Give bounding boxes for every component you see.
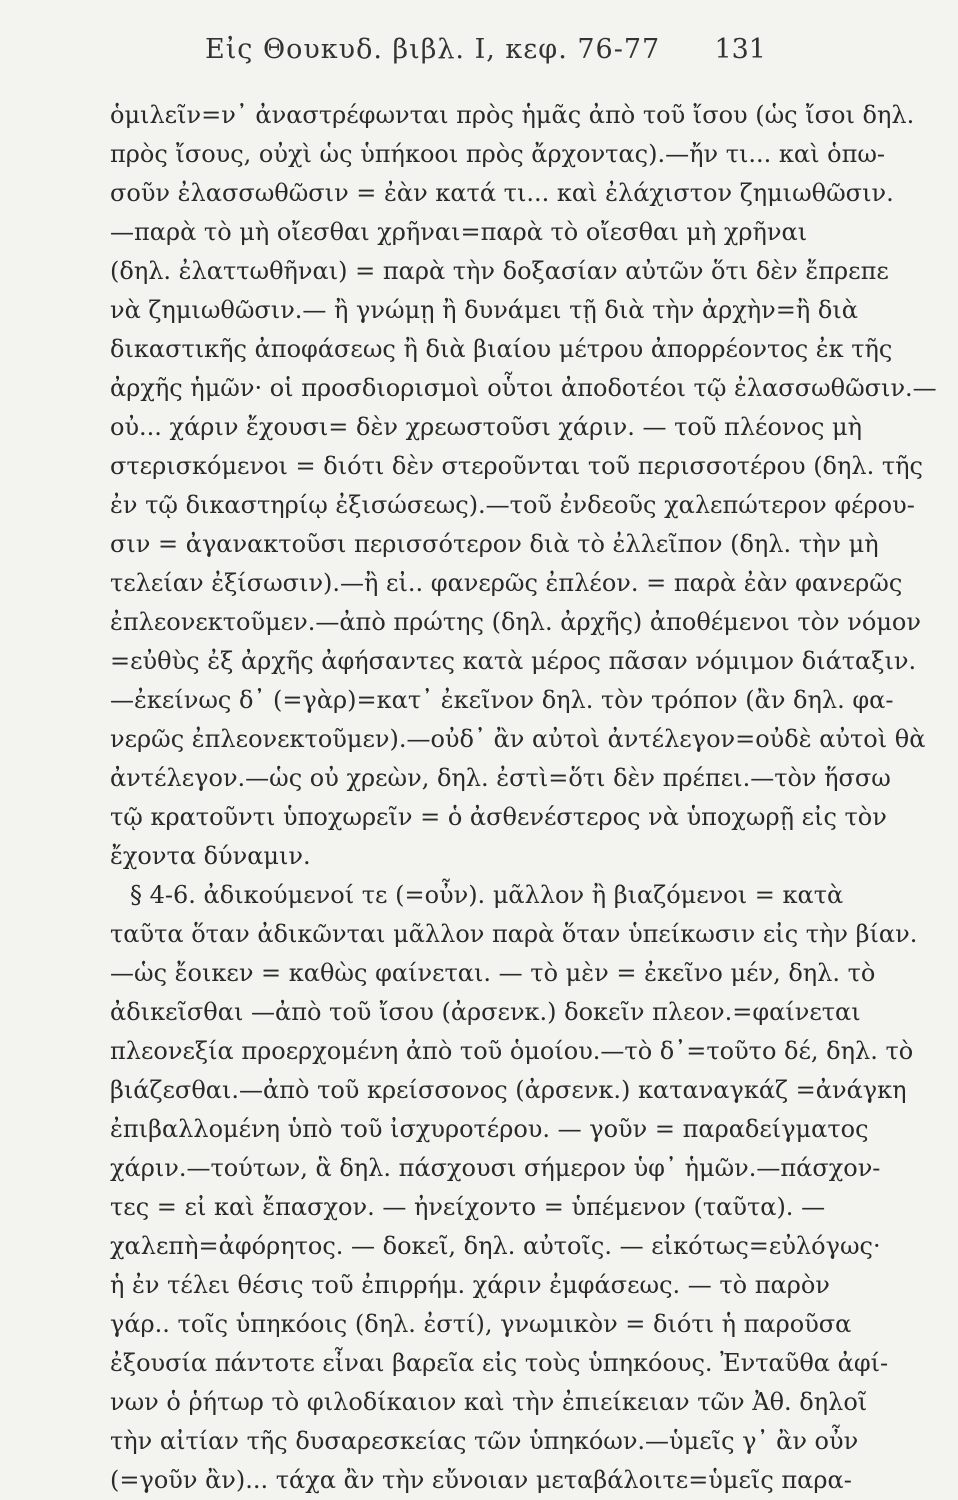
page-number: 131 bbox=[714, 34, 766, 65]
text-line: ἀντέλεγον.—ὡς οὐ χρεὼν, δηλ. ἐστὶ=ὅτι δὲν πρέπει.—τὸν ἥσσω bbox=[110, 764, 891, 792]
text-line: πρὸς ἴσους, οὐχὶ ὡς ὑπήκοοι πρὸς ἄρχοντας).—ἤν τι... καὶ ὁπω- bbox=[110, 140, 886, 168]
text-line: ἐπλεονεκτοῦμεν.—ἀπὸ πρώτης (δηλ. ἀρχῆς) ἀποθέμενοι τὸν νόμον bbox=[110, 608, 921, 636]
text-line: § 4-6. ἀδικούμενοί τε (=οὖν). μᾶλλον ἢ βιαζόμενοι = κατὰ bbox=[130, 881, 844, 909]
text-line: —ὡς ἔοικεν = καθὼς φαίνεται. — τὸ μὲν = ἐκεῖνο μέν, δηλ. τὸ bbox=[110, 959, 876, 987]
text-line: ἀρχῆς ἡμῶν· οἱ προσδιορισμοὶ οὗτοι ἀποδοτέοι τῷ ἐλασσωθῶσιν.— bbox=[110, 374, 937, 402]
text-line: ὁμιλεῖν=ν᾽ ἀναστρέφωνται πρὸς ἡμᾶς ἀπὸ τοῦ ἴσου (ὡς ἴσοι δηλ. bbox=[110, 101, 915, 129]
text-line: ταῦτα ὅταν ἀδικῶνται μᾶλλον παρὰ ὅταν ὑπείκωσιν εἰς τὴν βίαν. bbox=[110, 920, 918, 948]
text-line: τες = εἰ καὶ ἔπασχον. — ἠνείχοντο = ὑπέμενον (ταῦτα). — bbox=[110, 1193, 826, 1221]
running-title: Εἰς Θουκυδ. βιβλ. Ι, κεφ. 76-77 bbox=[205, 34, 661, 65]
text-line: βιάζεσθαι.—ἀπὸ τοῦ κρείσσονος (ἀρσενκ.) καταναγκάζ =ἀνάγκη bbox=[110, 1076, 907, 1104]
text-line: —παρὰ τὸ μὴ οἴεσθαι χρῆναι=παρὰ τὸ οἴεσθαι μὴ χρῆναι bbox=[110, 218, 808, 246]
text-line: στερισκόμενοι = διότι δὲν στεροῦνται τοῦ περισσοτέρου (δηλ. τῆς bbox=[110, 452, 923, 480]
text-line: (=γοῦν ἂν)... τάχα ἂν τὴν εὔνοιαν μεταβάλοιτε=ὑμεῖς παρα- bbox=[110, 1466, 852, 1494]
text-line: γάρ.. τοῖς ὑπηκόοις (δηλ. ἐστί), γνωμικὸν = διότι ἡ παροῦσα bbox=[110, 1310, 852, 1338]
text-line: νων ὁ ῥήτωρ τὸ φιλοδίκαιον καὶ τὴν ἐπιείκειαν τῶν Ἀθ. δηλοῖ bbox=[110, 1388, 868, 1416]
page-header bbox=[0, 28, 958, 72]
text-line: =εὐθὺς ἐξ ἀρχῆς ἀφήσαντες κατὰ μέρος πᾶσαν νόμιμον διάταξιν. bbox=[110, 647, 917, 675]
text-line: πλεονεξία προερχομένη ἀπὸ τοῦ ὁμοίου.—τὸ δ᾽=τοῦτο δέ, δηλ. τὸ bbox=[110, 1037, 914, 1065]
text-line: οὐ... χάριν ἔχουσι= δὲν χρεωστοῦσι χάριν. — τοῦ πλέονος μὴ bbox=[110, 413, 863, 441]
text-line: δικαστικῆς ἀποφάσεως ἢ διὰ βιαίου μέτρου ἀπορρέοντος ἐκ τῆς bbox=[110, 335, 893, 363]
text-line: ἐπιβαλλομένη ὑπὸ τοῦ ἰσχυροτέρου. — γοῦν = παραδείγματος bbox=[110, 1115, 869, 1143]
text-line: ἐξουσία πάντοτε εἶναι βαρεῖα εἰς τοὺς ὑπηκόους. Ἐνταῦθα ἀφί- bbox=[110, 1349, 889, 1377]
text-line: —ἐκείνως δ᾽ (=γὰρ)=κατ᾽ ἐκεῖνον δηλ. τὸν τρόπον (ἂν δηλ. φα- bbox=[110, 686, 894, 714]
text-line: σιν = ἀγανακτοῦσι περισσότερον διὰ τὸ ἐλλεῖπον (δηλ. τὴν μὴ bbox=[110, 530, 879, 558]
text-line: ἀδικεῖσθαι —ἀπὸ τοῦ ἴσου (ἀρσενκ.) δοκεῖν πλεον.=φαίνεται bbox=[110, 998, 861, 1026]
text-line: ἐν τῷ δικαστηρίῳ ἐξισώσεως).—τοῦ ἐνδεοῦς χαλεπώτερον φέρου- bbox=[110, 491, 915, 519]
text-line: τῷ κρατοῦντι ὑποχωρεῖν = ὁ ἀσθενέστερος νὰ ὑποχωρῇ εἰς τὸν bbox=[110, 803, 887, 831]
text-line: ἡ ἐν τέλει θέσις τοῦ ἐπιρρήμ. χάριν ἐμφάσεως. — τὸ παρὸν bbox=[110, 1271, 830, 1299]
text-line: νερῶς ἐπλεονεκτοῦμεν).—οὐδ᾽ ἂν αὐτοὶ ἀντέλεγον=οὐδὲ αὐτοὶ θὰ bbox=[110, 725, 926, 753]
commentary-text bbox=[110, 96, 937, 1500]
text-line: χαλεπὴ=ἀφόρητος. — δοκεῖ, δηλ. αὐτοῖς. — εἰκότως=εὐλόγως· bbox=[110, 1232, 881, 1260]
text-line: (δηλ. ἐλαττωθῆναι) = παρὰ τὴν δοξασίαν αὐτῶν ὅτι δὲν ἔπρεπε bbox=[110, 257, 889, 285]
text-line: ἔχοντα δύναμιν. bbox=[110, 842, 311, 870]
text-line: σοῦν ἐλασσωθῶσιν = ἐὰν κατά τι... καὶ ἐλάχιστον ζημιωθῶσιν. bbox=[110, 179, 894, 207]
text-line: τελείαν ἐξίσωσιν).—ἢ εἰ.. φανερῶς ἐπλέον. = παρὰ ἐὰν φανερῶς bbox=[110, 569, 903, 597]
text-line: χάριν.—τούτων, ἃ δηλ. πάσχουσι σήμερον ὑφ᾽ ἡμῶν.—πάσχον- bbox=[110, 1154, 881, 1182]
text-line: τὴν αἰτίαν τῆς δυσαρεσκείας τῶν ὑπηκόων.—ὑμεῖς γ᾽ ἂν οὖν bbox=[110, 1427, 859, 1455]
text-line: νὰ ζημιωθῶσιν.— ἢ γνώμῃ ἢ δυνάμει τῇ διὰ τὴν ἀρχὴν=ἢ διὰ bbox=[110, 296, 858, 324]
